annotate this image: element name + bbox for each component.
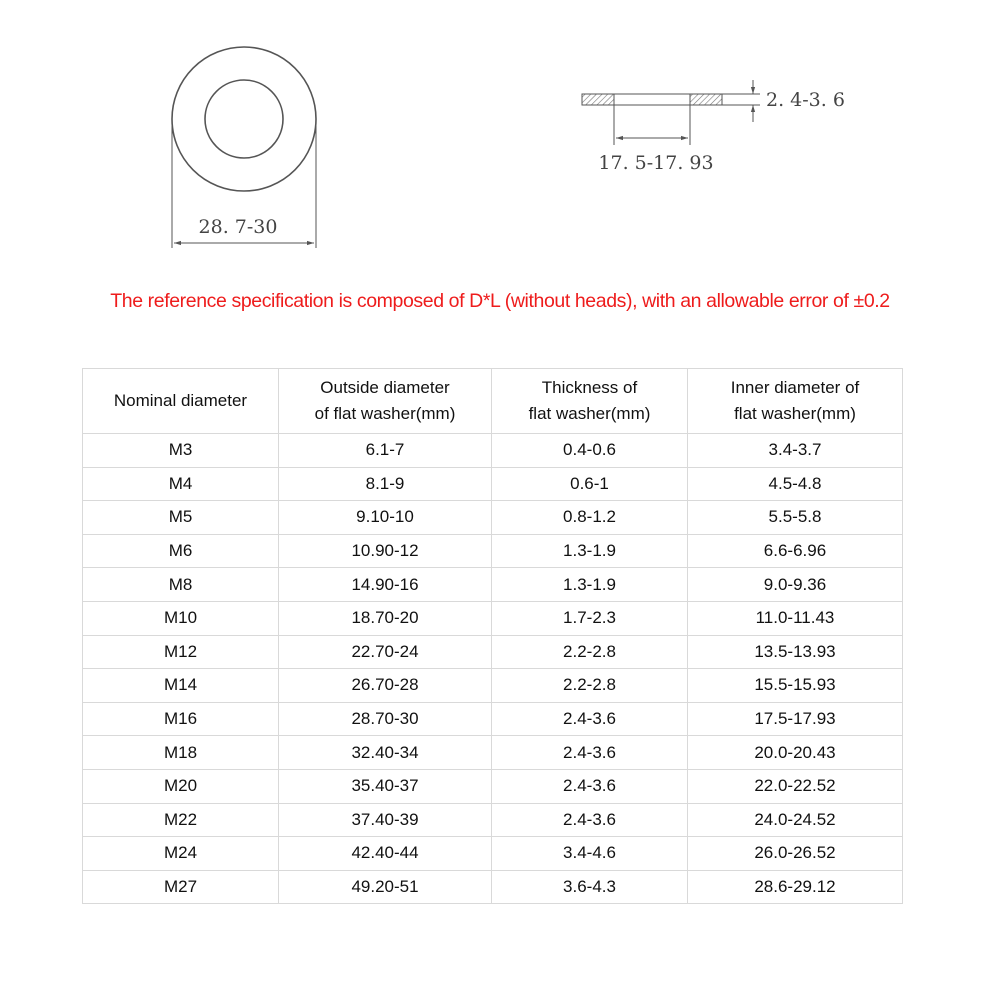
- cell-thickness: 0.4-0.6: [492, 434, 688, 468]
- cell-nominal-diameter: M6: [83, 534, 279, 568]
- cell-nominal-diameter: M27: [83, 870, 279, 904]
- section-right-hatch: [690, 94, 722, 105]
- outer-diameter-label: 28. 7-30: [198, 216, 278, 238]
- cell-nominal-diameter: M12: [83, 635, 279, 669]
- cell-thickness: 3.4-4.6: [492, 837, 688, 871]
- cell-inner-diameter: 20.0-20.43: [688, 736, 903, 770]
- table-row: [83, 669, 903, 703]
- header-line: Thickness of: [541, 378, 638, 397]
- cell-thickness: 0.8-1.2: [492, 501, 688, 535]
- cell-nominal-diameter: M22: [83, 803, 279, 837]
- table-body: [83, 434, 903, 904]
- section-left-hatch: [582, 94, 614, 105]
- cell-outside-diameter: 28.70-30: [279, 702, 492, 736]
- table-row: [83, 736, 903, 770]
- cell-inner-diameter: 28.6-29.12: [688, 870, 903, 904]
- section-center: [614, 94, 690, 105]
- table-header-row: [83, 369, 903, 434]
- cell-nominal-diameter: M16: [83, 702, 279, 736]
- cell-thickness: 2.2-2.8: [492, 669, 688, 703]
- table-row: [83, 635, 903, 669]
- cell-inner-diameter: 5.5-5.8: [688, 501, 903, 535]
- cell-outside-diameter: 42.40-44: [279, 837, 492, 871]
- inner-diameter-label: 17. 5-17. 93: [598, 152, 714, 174]
- header-inner-diameter: [688, 369, 903, 434]
- outer-circle: [172, 47, 316, 191]
- cell-nominal-diameter: M20: [83, 769, 279, 803]
- cell-thickness: 2.4-3.6: [492, 769, 688, 803]
- cell-outside-diameter: 8.1-9: [279, 467, 492, 501]
- cell-inner-diameter: 11.0-11.43: [688, 601, 903, 635]
- cell-outside-diameter: 49.20-51: [279, 870, 492, 904]
- cell-outside-diameter: 26.70-28: [279, 669, 492, 703]
- table-row: [83, 769, 903, 803]
- cell-inner-diameter: 17.5-17.93: [688, 702, 903, 736]
- washer-side-view: [582, 80, 845, 174]
- cell-inner-diameter: 13.5-13.93: [688, 635, 903, 669]
- cell-thickness: 2.4-3.6: [492, 702, 688, 736]
- header-line: Inner diameter of: [730, 378, 860, 397]
- cell-outside-diameter: 14.90-16: [279, 568, 492, 602]
- table-row: [83, 434, 903, 468]
- table-row: [83, 837, 903, 871]
- table-row: [83, 803, 903, 837]
- table-row: [83, 568, 903, 602]
- cell-thickness: 2.2-2.8: [492, 635, 688, 669]
- header-line: flat washer(mm): [528, 404, 651, 423]
- cell-outside-diameter: 32.40-34: [279, 736, 492, 770]
- header-line: Outside diameter: [320, 378, 450, 397]
- table-row: [83, 501, 903, 535]
- cell-nominal-diameter: M4: [83, 467, 279, 501]
- table-row: [83, 467, 903, 501]
- cell-nominal-diameter: M10: [83, 601, 279, 635]
- table-row: [83, 702, 903, 736]
- cell-inner-diameter: 22.0-22.52: [688, 769, 903, 803]
- inner-circle: [205, 80, 283, 158]
- cell-nominal-diameter: M3: [83, 434, 279, 468]
- header-nominal-diameter: [83, 369, 279, 434]
- cell-outside-diameter: 10.90-12: [279, 534, 492, 568]
- thickness-label: 2. 4-3. 6: [766, 89, 845, 111]
- cell-outside-diameter: 37.40-39: [279, 803, 492, 837]
- washer-front-view: [172, 47, 316, 248]
- cell-thickness: 0.6-1: [492, 467, 688, 501]
- cell-thickness: 1.7-2.3: [492, 601, 688, 635]
- cell-nominal-diameter: M8: [83, 568, 279, 602]
- cell-thickness: 3.6-4.3: [492, 870, 688, 904]
- cell-thickness: 1.3-1.9: [492, 568, 688, 602]
- cell-outside-diameter: 9.10-10: [279, 501, 492, 535]
- cell-thickness: 2.4-3.6: [492, 803, 688, 837]
- cell-outside-diameter: 6.1-7: [279, 434, 492, 468]
- cell-nominal-diameter: M14: [83, 669, 279, 703]
- table-row: [83, 534, 903, 568]
- specification-note: The reference specification is composed of D*L (without heads), with an allowable error of ±0.2: [110, 290, 890, 312]
- header-thickness: [492, 369, 688, 434]
- header-line: Nominal diameter: [113, 391, 248, 410]
- cell-inner-diameter: 9.0-9.36: [688, 568, 903, 602]
- table-row: [83, 601, 903, 635]
- table-row: [83, 870, 903, 904]
- cell-outside-diameter: 22.70-24: [279, 635, 492, 669]
- cell-outside-diameter: 35.40-37: [279, 769, 492, 803]
- header-line: of flat washer(mm): [314, 404, 456, 423]
- cell-nominal-diameter: M5: [83, 501, 279, 535]
- cell-thickness: 1.3-1.9: [492, 534, 688, 568]
- washer-spec-table: [82, 368, 903, 904]
- cell-inner-diameter: 15.5-15.93: [688, 669, 903, 703]
- cell-inner-diameter: 3.4-3.7: [688, 434, 903, 468]
- cell-inner-diameter: 6.6-6.96: [688, 534, 903, 568]
- cell-nominal-diameter: M24: [83, 837, 279, 871]
- cell-inner-diameter: 24.0-24.52: [688, 803, 903, 837]
- cell-nominal-diameter: M18: [83, 736, 279, 770]
- header-outside-diameter: [279, 369, 492, 434]
- header-line: flat washer(mm): [734, 404, 856, 423]
- washer-drawing: [0, 0, 1000, 270]
- cell-inner-diameter: 4.5-4.8: [688, 467, 903, 501]
- cell-thickness: 2.4-3.6: [492, 736, 688, 770]
- cell-inner-diameter: 26.0-26.52: [688, 837, 903, 871]
- cell-outside-diameter: 18.70-20: [279, 601, 492, 635]
